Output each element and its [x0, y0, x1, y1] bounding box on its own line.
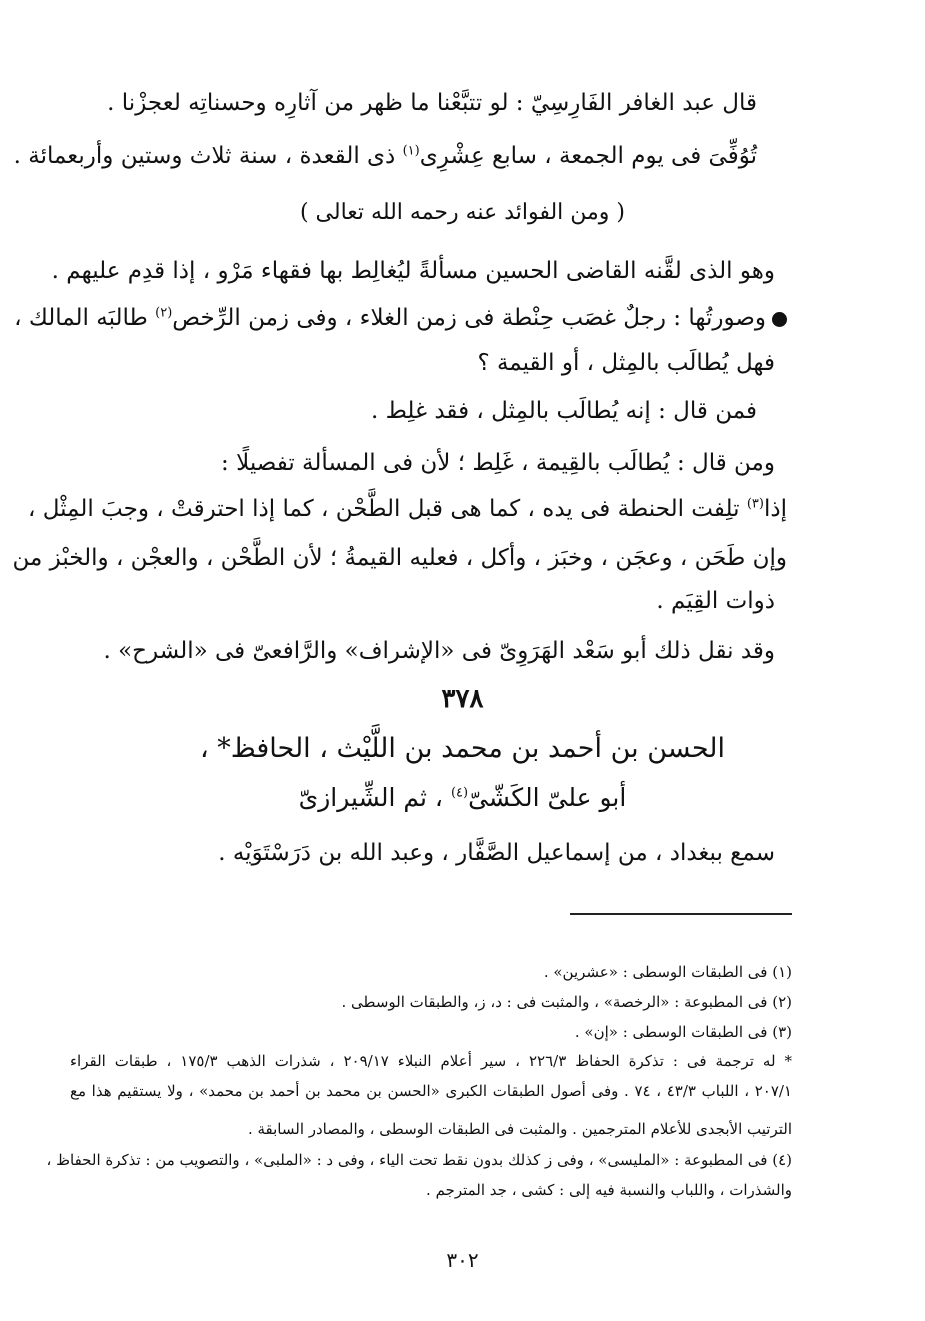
- body-line: وهو الذى لقَّنه القاضى الحسين مسألةً ليُغالِط بها فقهاء مَرْو ، إذا قدِم عليهم .: [51, 258, 775, 284]
- entry-text: سمع ببغداد ، من إسماعيل الصَّفَّار ، وعبد الله بن دَرَسْتَوَيْه .: [218, 840, 775, 866]
- page-number: ٣٠٢: [446, 1248, 479, 1272]
- entry-title: [0, 783, 925, 813]
- footnote: (٤) فى المطبوعة : «المليسى» ، وفى ز كذلك بدون نقط تحت الياء ، وفى د : «الملبى» ، والتصويب من : تذكرة الحفاظ ،: [46, 1151, 792, 1169]
- body-line: وقد نقل ذلك أبو سَعْد الهَرَوِىّ فى «الإشراف» والرَّافعىّ فى «الشرح» .: [103, 638, 775, 664]
- body-line: فهل يُطالَب بالمِثل ، أو القيمة ؟: [477, 350, 775, 376]
- body-line: [14, 141, 757, 171]
- footnote-separator: [570, 913, 792, 915]
- body-text: تُوُفِّىَ فى يوم الجمعة ، سابع عِشْرِى: [419, 143, 757, 169]
- footnote: والشذرات ، واللباب والنسبة فيه إلى : كشى ، جد المترجم .: [426, 1181, 792, 1199]
- bullet-icon: [772, 312, 787, 327]
- footnote: * له ترجمة فى : تذكرة الحفاظ ٢٢٦/٣ ، سير أعلام النبلاء ٢٠٩/١٧ ، شذرات الذهب ١٧٥/٣ ، طبقات القراء: [70, 1052, 793, 1070]
- body-line: [27, 494, 787, 524]
- entry-title-text: أبو علىّ الكَشّىّ: [468, 783, 627, 812]
- section-heading: ( ومن الفوائد عنه رحمه الله تعالى ): [299, 200, 626, 225]
- body-text: إذا: [763, 496, 787, 522]
- footnote: الترتيب الأبجدى للأعلام المترجمين . والمثبت فى الطبقات الوسطى ، والمصادر السابقة .: [247, 1120, 792, 1138]
- footnote: (١) فى الطبقات الوسطى : «عشرين» .: [543, 963, 792, 981]
- body-line: ذوات القِيَم .: [656, 588, 775, 614]
- footnote: (٣) فى الطبقات الوسطى : «إن» .: [574, 1023, 792, 1041]
- footnote-ref: (٢): [155, 305, 173, 321]
- footnote: ٢٠٧/١ ، اللباب ٤٣/٣ ، ٧٤ . وفى أصول الطبقات الكبرى «الحسن بن محمد بن أحمد بن محمد» ، ولا يستقيم هذا مع: [70, 1082, 792, 1100]
- entry-title-text: ، ثم الشِّيرازىّ: [298, 783, 451, 812]
- body-text: ذى القعدة ، سنة ثلاث وستين وأربعمائة .: [13, 143, 403, 169]
- body-text: طالبَه المالك ،: [14, 305, 156, 331]
- entry-number: ٣٧٨: [441, 684, 484, 714]
- body-line: وإن طَحَن ، وعجَن ، وخبَز ، وأكل ، فعليه القيمةُ ؛ لأن الطَّحْن ، والعجْن ، والخبْز من: [12, 545, 787, 571]
- body-line: فمن قال : إنه يُطالَب بالمِثل ، فقد غلِط .: [370, 398, 757, 424]
- footnote: (٢) فى المطبوعة : «الرخصة» ، والمثبت فى : د، ز، والطبقات الوسطى .: [341, 993, 792, 1011]
- footnote-ref: (٤): [450, 785, 469, 801]
- entry-title: الحسن بن أحمد بن محمد بن اللَّيْث ، الحافظ* ،: [199, 733, 726, 764]
- body-text: وصورتُها : رجلٌ غصَب حِنْطة فى زمن الغلاء ، وفى زمن الرِّخص: [172, 305, 766, 331]
- body-line: قال عبد الغافر الفَارِسِيّ : لو تتبَّعْنا ما ظهر من آثارِه وحسناتِه لعجزْنا .: [107, 90, 757, 116]
- footnote-ref: (٣): [746, 496, 764, 512]
- body-text: تلِفت الحنطة فى يده ، كما هى قبل الطَّحْن ، كما إذا احترقتْ ، وجبَ المِثْل ،: [27, 496, 747, 522]
- footnote-ref: (١): [402, 143, 420, 159]
- body-line: [14, 303, 787, 333]
- body-line: ومن قال : يُطالَب بالقِيمة ، غَلِط ؛ لأن فى المسألة تفصيلًا :: [221, 450, 775, 476]
